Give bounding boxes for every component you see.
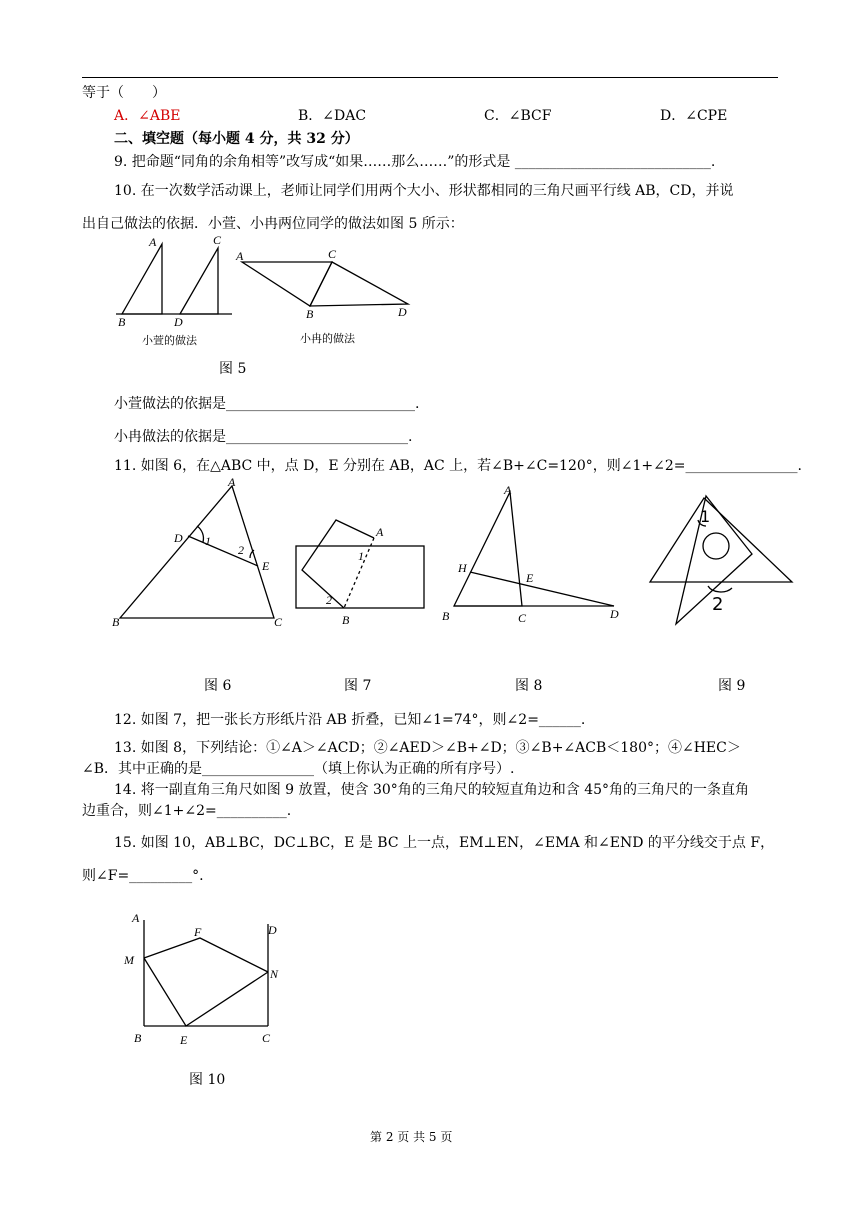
fig10-label-c: C [262, 1031, 271, 1045]
fig7-label-b: B [342, 613, 350, 627]
q15-line1: 15. 如图 10，AB⊥BC，DC⊥BC，E 是 BC 上一点，EM⊥EN，∠EMA 和∠END 的平分线交于点 F， [114, 835, 775, 851]
fig10-label-b: B [134, 1031, 142, 1045]
q8-option-a: A．∠ABE [114, 108, 181, 124]
fig5-label-d: D [174, 315, 183, 329]
fig5-caption-xuan: 小萱的做法 [142, 334, 197, 347]
fig10-label-e: E [180, 1033, 188, 1047]
fig8-label-a: A [504, 483, 512, 497]
fig7-label-1: 1 [358, 549, 364, 563]
fig5-label-b: B [118, 315, 126, 329]
fig5-caption-ran: 小冉的做法 [300, 332, 355, 345]
q8-option-c: C．∠BCF [484, 108, 552, 124]
fig5-label-a: A [149, 235, 157, 249]
q10-ran: 小冉做法的依据是__________________________. [114, 429, 413, 445]
q8-tail: 等于（ ） [82, 85, 166, 101]
fig8-label-d: D [610, 607, 619, 621]
fig6-label-1: 1 [205, 534, 211, 548]
fig6-label-e: E [262, 559, 270, 573]
page-footer: 第 2 页 共 5 页 [370, 1130, 453, 1144]
fig5-label-a2: A [236, 249, 244, 263]
fig6-label-2: 2 [238, 543, 244, 557]
header-rule [82, 77, 778, 78]
q14-line2: 边重合，则∠1+∠2=__________. [82, 803, 292, 819]
figure-7 [292, 514, 432, 630]
fig8-label-e: E [526, 571, 534, 585]
fig10-title: 图 10 [189, 1072, 226, 1088]
fig5-title: 图 5 [219, 361, 247, 377]
q12-text: 12. 如图 7，把一张长方形纸片沿 AB 折叠，已知∠1=74°，则∠2=______. [114, 712, 586, 728]
fig6-label-a: A [228, 475, 236, 489]
q10-xuan: 小萱做法的依据是___________________________. [114, 396, 420, 412]
fig6-label-c: C [274, 615, 283, 629]
fig10-label-d: D [268, 923, 277, 937]
fig5-label-c: C [213, 233, 222, 247]
figure-5 [110, 232, 420, 350]
q9-text: 9. 把命题“同角的余角相等”改写成“如果……那么……”的形式是 ____________________________. [114, 154, 716, 170]
fig6-label-b: B [112, 615, 120, 629]
figure-8 [438, 480, 624, 630]
q10-line2: 出自己做法的依据．小萱、小冉两位同学的做法如图 5 所示： [82, 216, 464, 232]
q13-line1: 13. 如图 8，下列结论：①∠A＞∠ACD；②∠AED＞∠B+∠D；③∠B+∠ACB＜180°；④∠HEC＞ [114, 740, 741, 756]
q13-line2: ∠B．其中正确的是________________（填上你认为正确的所有序号）. [82, 761, 515, 777]
fig10-label-a: A [132, 911, 140, 925]
fig9-title: 图 9 [718, 678, 746, 694]
fig5-label-d2: D [398, 305, 407, 319]
fig8-label-b: B [442, 609, 450, 623]
fig10-label-f: F [194, 925, 202, 939]
fig6-title: 图 6 [204, 678, 232, 694]
q11-text: 11. 如图 6，在△ABC 中，点 D，E 分别在 AB，AC 上，若∠B+∠C=120°，则∠1+∠2=________________. [114, 458, 802, 474]
fig10-label-m: M [124, 953, 134, 967]
figure-6 [108, 474, 294, 634]
fig9-label-2: 2 [712, 594, 724, 615]
q15-line2: 则∠F=_________°. [82, 868, 204, 884]
fig9-label-1: 1 [700, 507, 711, 526]
fig7-label-a: A [376, 525, 384, 539]
fig8-label-c: C [518, 611, 527, 625]
fig8-title: 图 8 [515, 678, 543, 694]
q14-line1: 14. 将一副直角三角尺如图 9 放置，使含 30°角的三角尺的较短直角边和含 45°角的三角尺的一条直角 [114, 782, 750, 798]
fig5-label-b2: B [306, 307, 314, 321]
fig7-title: 图 7 [344, 678, 372, 694]
fig8-label-h: H [458, 561, 467, 575]
q8-option-d: D．∠CPE [660, 108, 728, 124]
q10-line1: 10. 在一次数学活动课上，老师让同学们用两个大小、形状都相同的三角尺画平行线 AB，CD，并说 [114, 183, 734, 199]
fig10-label-n: N [270, 967, 279, 981]
fig6-label-d: D [174, 531, 183, 545]
fig5-label-c2: C [328, 247, 337, 261]
section2-title: 二、填空题（每小题 4 分，共 32 分） [114, 131, 359, 147]
q8-option-b: B．∠DAC [298, 108, 367, 124]
figure-10 [120, 906, 290, 1050]
fig7-label-2: 2 [326, 593, 332, 607]
figure-9 [646, 490, 796, 634]
